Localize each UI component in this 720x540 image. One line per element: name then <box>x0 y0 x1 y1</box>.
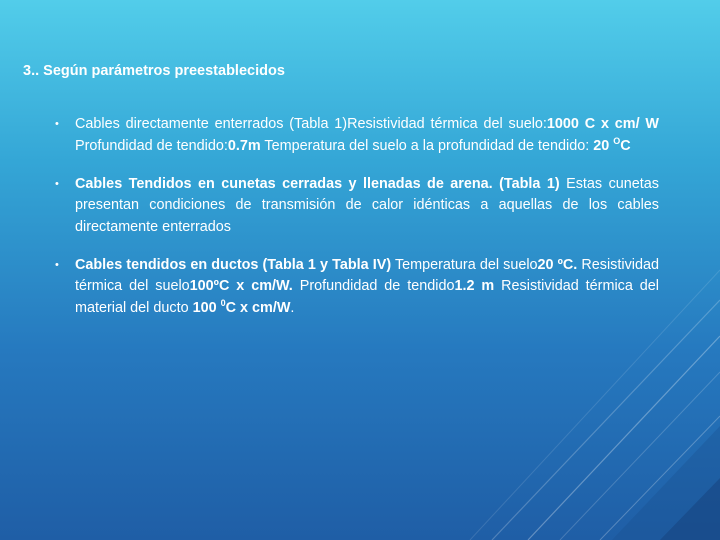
bullet-text: Resistividad térmica del material del ducto <box>75 278 660 316</box>
bullet-value: 20 ºC. <box>537 256 578 273</box>
bullet-text: Estas cunetas presentan condiciones de transmisión de calor idénticas a aquellas de los cables directamente enterrados <box>75 175 659 235</box>
bullet-lead: Cables tendidos en ductos (Tabla 1 y Tabla IV) <box>75 256 392 273</box>
bullet-text: Profundidad de tendido: <box>75 137 228 154</box>
bullet-icon: • <box>55 258 59 271</box>
bullet-text: Resistividad térmica del suelo: <box>347 116 547 132</box>
bullet-text: Temperatura del suelo a la profundidad de tendido: <box>260 137 594 154</box>
bullet-item-sand-trenches <box>55 174 659 239</box>
bullet-lead: Cables directamente enterrados (Tabla 1) <box>75 116 348 132</box>
bullet-text: Resistividad térmica del suelo <box>75 256 659 294</box>
slide-heading: 3.. Según parámetros preestablecidos <box>23 63 285 79</box>
bullet-value: 100 $^0$C x cm/W <box>192 297 291 316</box>
bullet-value: 100ºC x cm/W. <box>189 278 293 294</box>
bullet-list <box>55 114 659 336</box>
bullet-icon: • <box>55 177 59 190</box>
bullet-value: 20 $^O$C <box>593 135 631 154</box>
bullet-text: Profundidad de tendido <box>292 278 455 294</box>
bullet-value: 0.7m <box>227 137 261 154</box>
bullet-value: 1.2 m <box>454 278 495 294</box>
bullet-item-ducts <box>55 255 659 320</box>
bullet-text: Temperatura del suelo <box>391 256 538 273</box>
bullet-item-direct-burial <box>55 114 659 157</box>
bullet-value: 1000 C x cm/ W <box>546 116 660 132</box>
bullet-lead: Cables Tendidos en cunetas cerradas y llenadas de arena. (Tabla 1) <box>75 175 560 192</box>
bullet-icon: • <box>55 118 59 130</box>
bullet-text: . <box>290 299 295 316</box>
